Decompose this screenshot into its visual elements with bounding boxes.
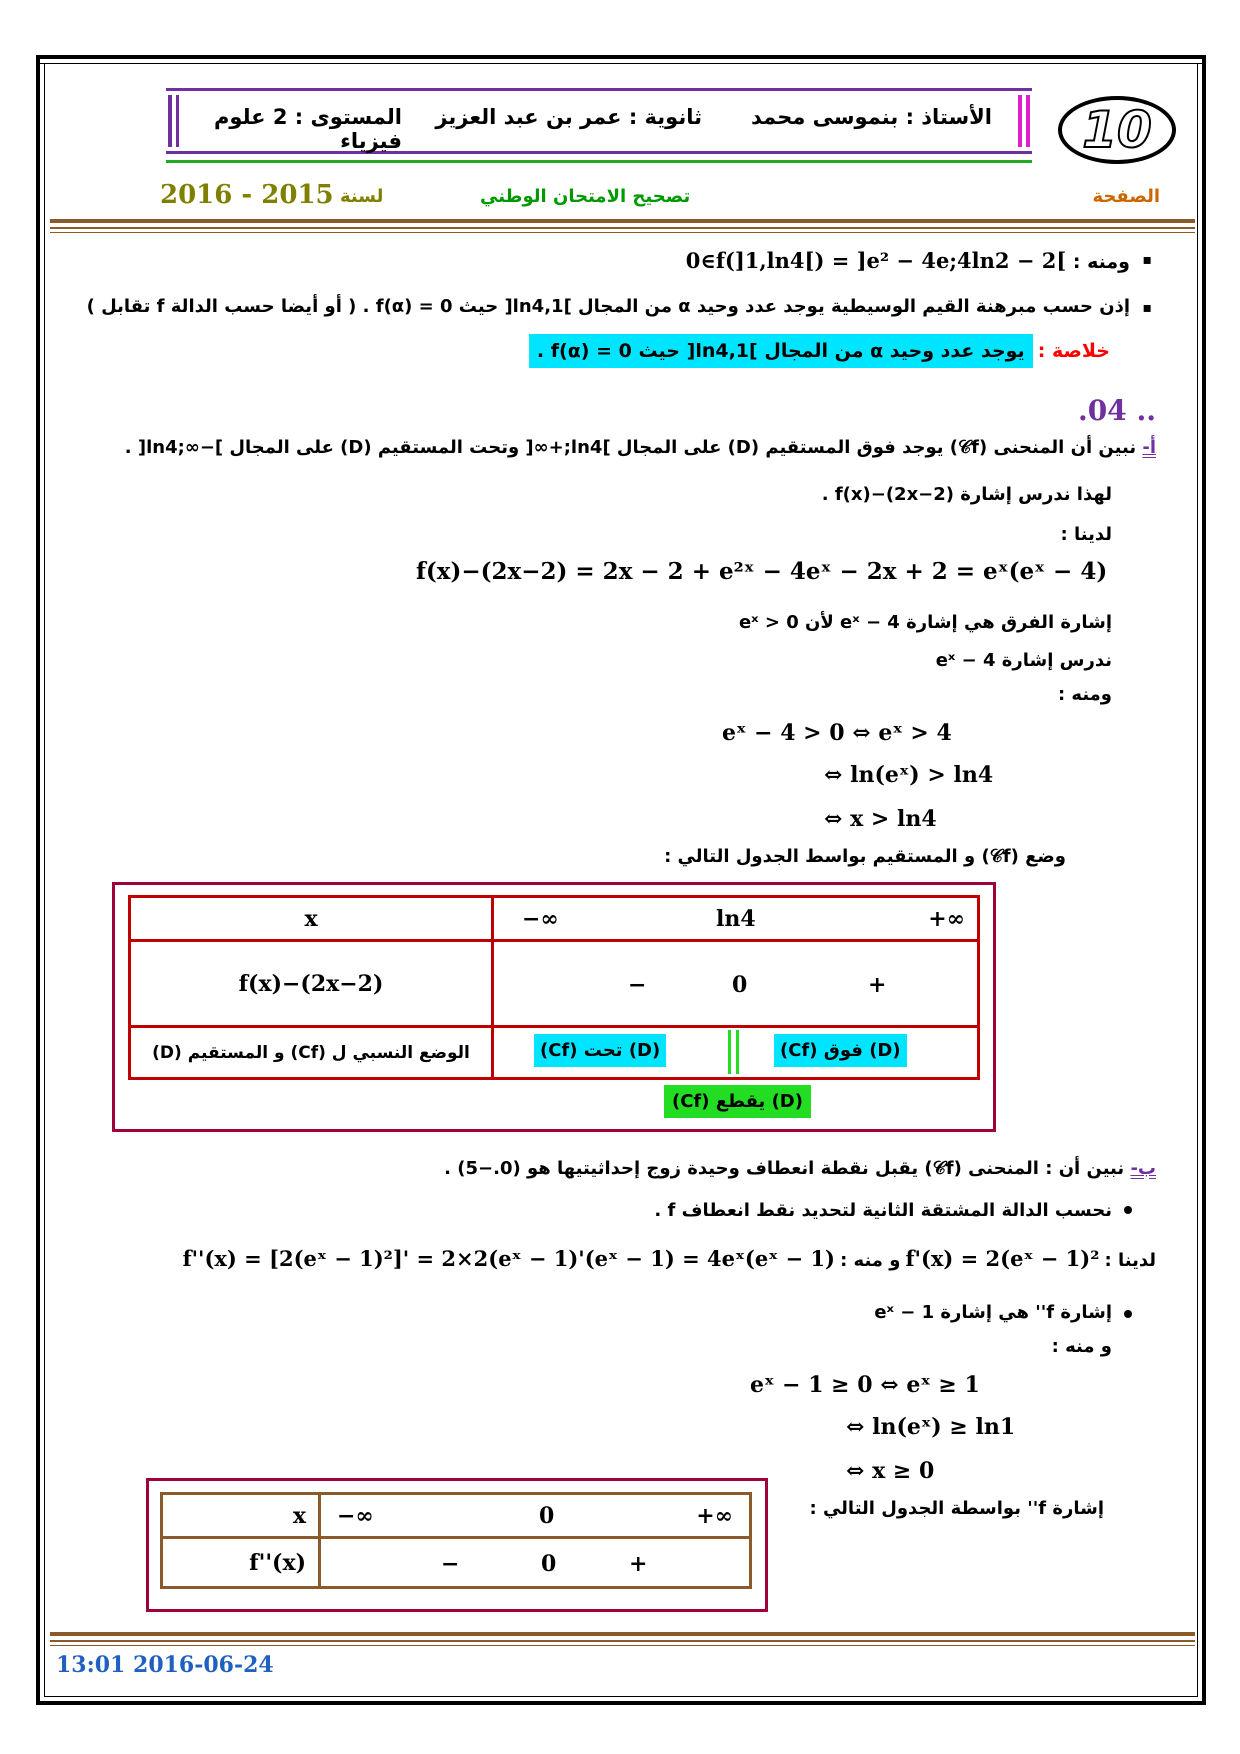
line1-label: ومنه :	[1072, 251, 1130, 273]
year-value: 2016 - 2015	[160, 180, 334, 210]
conclusion-text: يوجد عدد وحيد α من المجال ]1,ln4[ حيث f(α) = 0 .	[529, 334, 1033, 368]
table1-ln4: ln4	[716, 906, 756, 932]
table1-header-range	[493, 897, 979, 941]
part-b-text: نبين أن : المنحنى (𝒞f) يقبل نقطة انعطاف وحيدة زوج إحداثيتيها هو (0.−5) .	[444, 1158, 1125, 1179]
part-b-bullet2: إشارة f'' هي إشارة eˣ − 1	[874, 1302, 1112, 1323]
part-b-and-hence: و منه :	[840, 1250, 901, 1271]
table2-row1-label	[162, 1538, 320, 1588]
table2-sign-neg: −	[441, 1551, 460, 1577]
inequality-2: ⇔ ln(eˣ) > ln4	[824, 762, 994, 788]
table2-sign-zero: 0	[541, 1551, 557, 1577]
part-a-line	[125, 437, 1156, 458]
outer-frame-left	[36, 55, 40, 1705]
table1-header-x: x	[130, 897, 493, 941]
position-text: وضع (𝒞f) و المستقيم بواسط الجدول التالي :	[664, 846, 1066, 867]
table1-row2-label: الوضع النسبي ل (Cf) و المستقيم (D)	[130, 1027, 493, 1079]
outer-frame-left2	[44, 63, 45, 1697]
table1-above: (Cf) فوق (D)	[774, 1034, 907, 1067]
table2-row1-signs	[320, 1538, 751, 1588]
part-b-ineq1: eˣ − 1 ≥ 0 ⇔ eˣ ≥ 1	[750, 1372, 980, 1398]
part-b-fprime: f'(x) = 2(eˣ − 1)²	[905, 1246, 1100, 1271]
part-b-table-text: إشارة f'' بواسطة الجدول التالي :	[809, 1498, 1104, 1519]
inequality-1: eˣ − 4 > 0 ⇔ eˣ > 4	[722, 720, 952, 746]
outer-frame-bottom2	[44, 1696, 1198, 1697]
table1-row2-cells	[493, 1027, 979, 1079]
table1-plus-inf: +∞	[928, 906, 965, 932]
question-number: .04 ..	[1078, 394, 1156, 427]
part-b-line	[444, 1158, 1156, 1179]
table2-zero: 0	[539, 1503, 555, 1529]
part-b-bullet1: نحسب الدالة المشتقة الثانية لتحديد نقط انعطاف f .	[654, 1200, 1112, 1221]
bullet-dot-2	[1124, 1310, 1132, 1318]
conclusion-label: خلاصة :	[1037, 340, 1110, 362]
table2-header-x	[162, 1494, 320, 1538]
table1-row1-signs	[493, 941, 979, 1027]
table1-double-bar2	[736, 1030, 739, 1074]
header-bar-right	[1018, 95, 1022, 147]
part-a-text: نبين أن المنحنى (𝒞f) يوجد فوق المستقيم (D) على المجال ]ln4;+∞[ وتحت المستقيم (D) على المجال ]−∞;ln4[ .	[124, 437, 1137, 458]
table2-fpp: f''(x)	[249, 1549, 306, 1576]
table2	[160, 1492, 752, 1589]
header-bar-right2	[1026, 95, 1030, 147]
part-b-hence: و منه :	[1051, 1336, 1112, 1357]
hence-label: ومنه :	[1057, 684, 1112, 705]
equation-1: f(x)−(2x−2) = 2x − 2 + e²ˣ − 4eˣ − 2x + 2 = eˣ(eˣ − 4)	[416, 558, 1108, 585]
table2-plus-inf: +∞	[696, 1503, 733, 1529]
study-text: ندرس إشارة eˣ − 4	[935, 650, 1112, 671]
footer-rule-brown	[50, 1632, 1195, 1636]
year-label: لسنة	[340, 186, 384, 207]
line1	[686, 248, 1130, 273]
header-teacher: الأستاذ : بنموسى محمد	[751, 105, 992, 129]
outer-frame-right	[1202, 55, 1206, 1705]
part-b-we-have: لدينا :	[1104, 1250, 1156, 1271]
part-a-line2: لهذا ندرس إشارة f(x)−(2x−2) .	[821, 484, 1112, 505]
page-number-badge	[1058, 96, 1176, 164]
header-rule-brown2	[50, 227, 1195, 229]
table1-minus-inf: −∞	[522, 906, 559, 932]
we-have-label: لدينا :	[1060, 524, 1112, 545]
table1-intersect: (Cf) يقطع (D)	[664, 1085, 811, 1118]
header-level: المستوى : 2 علوم فيزياء	[214, 105, 402, 153]
outer-frame-top2	[36, 63, 1206, 64]
conclusion-line	[529, 340, 1110, 362]
table1-row1-label: f(x)−(2x−2)	[130, 941, 493, 1027]
outer-frame-top	[36, 55, 1206, 59]
line2: ▪ إذن حسب مبرهنة القيم الوسيطية يوجد عدد وحيد α من المجال ]1,ln4[ حيث f(α) = 0 . ( أو أيضا حسب الدالة f تقابل )	[87, 296, 1130, 317]
header-rule-brown	[50, 219, 1195, 223]
bullet-dot-1	[1124, 1206, 1132, 1214]
part-a-label: أ-	[1142, 437, 1156, 458]
part-b-label: ب-	[1130, 1158, 1156, 1179]
footer-rule-brown3	[50, 1645, 1195, 1646]
footer-rule-brown2	[50, 1640, 1195, 1642]
outer-frame-bottom	[36, 1701, 1206, 1705]
exam-subtitle: تصحيح الامتحان الوطني	[480, 186, 691, 207]
part-b-ineq2: ⇔ ln(eˣ) ≥ ln1	[846, 1414, 1016, 1440]
table2-sign-pos: +	[629, 1551, 648, 1577]
part-b-ineq3: ⇔ x ≥ 0	[846, 1458, 935, 1484]
table1-sign-zero: 0	[732, 972, 748, 998]
table1	[128, 895, 980, 1112]
line1-math: 0∈f(]1,ln4[) = ]e² − 4e;4ln2 − 2[	[685, 248, 1067, 273]
table2-x: x	[292, 1502, 306, 1529]
header-school: ثانوية : عمر بن عبد العزيز	[435, 105, 702, 129]
table2-header-range	[320, 1494, 751, 1538]
table1-sign-neg: −	[628, 972, 647, 998]
page-number: 10	[1082, 101, 1152, 159]
outer-frame-right2	[1197, 63, 1198, 1697]
header-rule-brown3	[50, 232, 1195, 233]
part-b-derivatives	[183, 1246, 1156, 1271]
table1-below: (Cf) تحت (D)	[534, 1034, 666, 1067]
table1-sign-pos: +	[868, 972, 887, 998]
inequality-3: ⇔ x > ln4	[824, 806, 937, 832]
footer-timestamp: 13:01 2016-06-24	[56, 1652, 274, 1678]
header-box	[166, 88, 1032, 154]
part-b-fsecond: f''(x) = [2(eˣ − 1)²]' = 2×2(eˣ − 1)'(eˣ − 1) = 4eˣ(eˣ − 1)	[182, 1246, 835, 1271]
sign-text: إشارة الفرق هي إشارة eˣ − 4 لأن eˣ > 0	[738, 612, 1112, 633]
table2-minus-inf: −∞	[337, 1503, 374, 1529]
header-rule-green	[166, 160, 1032, 163]
table1-double-bar	[728, 1030, 731, 1074]
page-label: الصفحة	[1092, 186, 1160, 207]
